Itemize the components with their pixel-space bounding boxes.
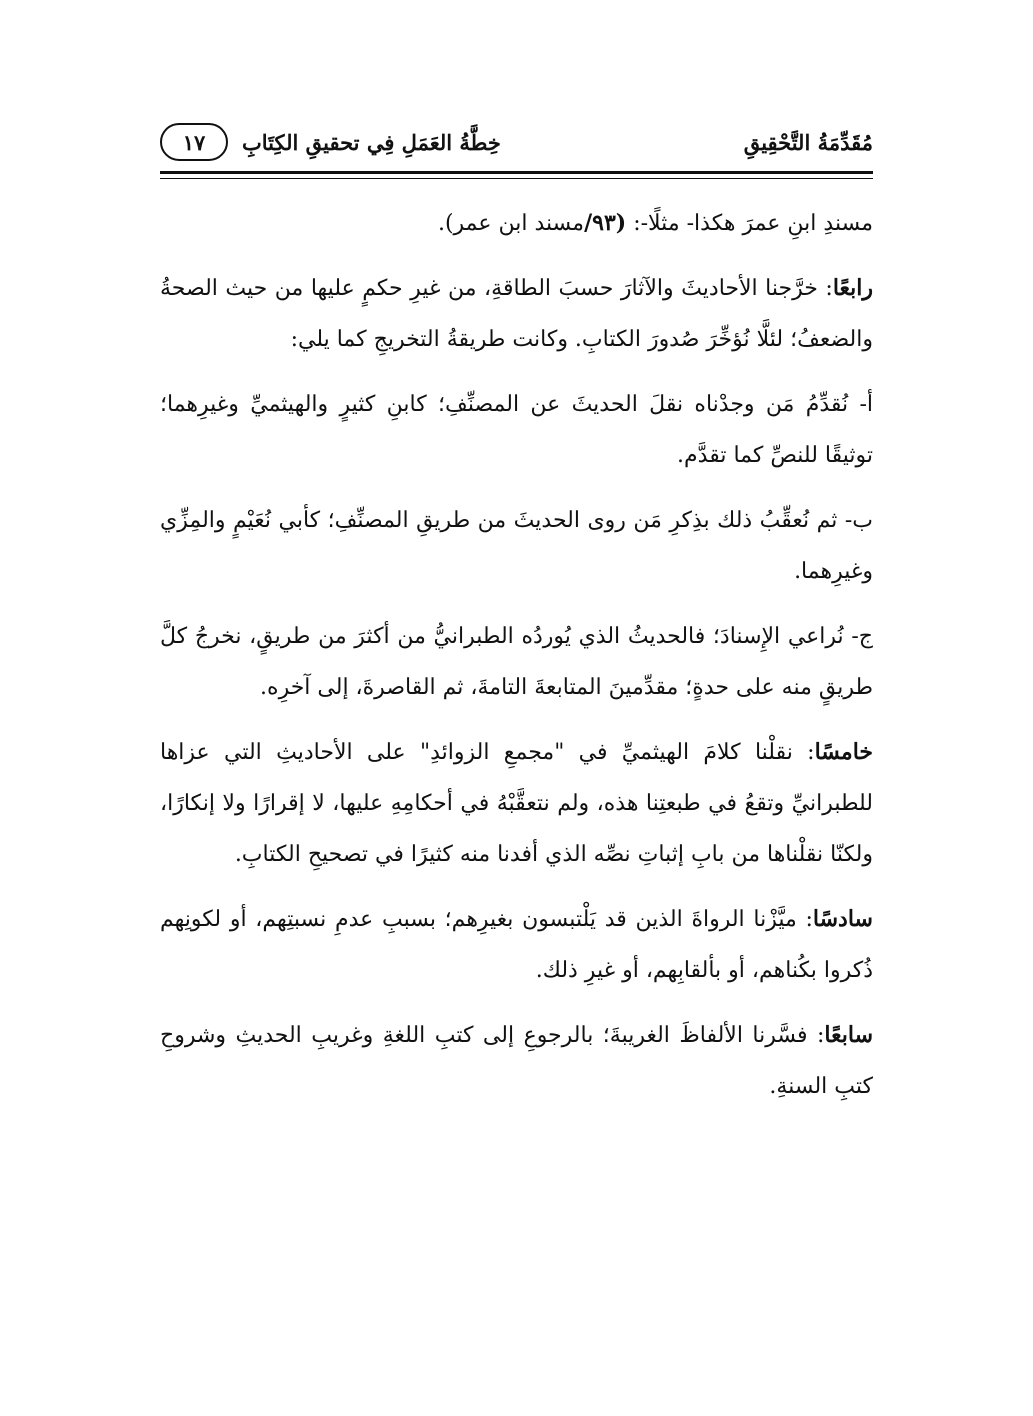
paragraph [160, 198, 873, 249]
paragraph-text: : فسَّرنا الألفاظَ الغريبةَ؛ بالرجوعِ إلى كتبِ اللغةِ وغريبِ الحديثِ وشروحِ كتبِ السنةِ. [160, 1023, 873, 1099]
paragraph-lead: رابعًا [832, 275, 873, 301]
header-chapter-title: خِطَّةُ العَمَلِ فِي تحقيقِ الكِتَابِ [242, 129, 501, 155]
header-chapter-group [160, 123, 501, 161]
paragraph [160, 263, 873, 365]
header-book-section: مُقَدِّمَةُ التَّحْقِيقِ [743, 129, 873, 155]
paragraph-text: : نقلْنا كلامَ الهيثميِّ في "مجمعِ الزوائدِ" على الأحاديثِ التي عزاها للطبرانيِّ وتقعُ في طبعتِنا هذه، ولم نتعقَّبْهُ في أحكامِهِ عليها، لا إقرارًا ولا إنكارًا، ولكنّا نقلْناها من بابِ إثباتِ نصِّه الذي أفدنا منه كثيرًا في تصحيحِ الكتابِ. [160, 740, 873, 867]
paragraph [160, 379, 873, 481]
header-rule-thin [160, 178, 873, 179]
reference-source: مسند ابن عمر). [437, 211, 585, 236]
reference-volume: (٩٣/ [584, 210, 627, 236]
page-number: ١٧ [160, 123, 228, 161]
paragraph-lead: سادسًا [812, 906, 873, 932]
running-header [160, 120, 873, 164]
header-rule-thick [160, 171, 873, 174]
paragraph-text: مسندِ ابنِ عمرَ هكذا- مثلًا-: [626, 211, 873, 236]
paragraph [160, 894, 873, 996]
body-text [160, 198, 873, 1126]
paragraph [160, 495, 873, 597]
paragraph-lead: سابعًا [824, 1022, 873, 1048]
paragraph-text: : ميَّزْنا الرواةَ الذين قد يَلْتبسون بغيرِهم؛ بسببِ عدمِ نسبتِهم، أو لكونِهم ذُكروا بكُناهم، أو بألقابِهم، أو غيرِ ذلك. [160, 907, 873, 983]
paragraph [160, 1010, 873, 1112]
paragraph-lead: خامسًا [814, 739, 873, 765]
paragraph-text: ج- نُراعي الإِسنادَ؛ فالحديثُ الذي يُوردُه الطبرانيُّ من أكثرَ من طريقٍ، نخرجُ كلَّ طريقٍ منه على حدةٍ؛ مقدِّمينَ المتابعةَ التامةَ، ثم القاصرةَ، إلى آخرِه. [160, 624, 873, 700]
paragraph-text: أ- نُقدِّمُ مَن وجدْناه نقلَ الحديثَ عن المصنِّفِ؛ كابنِ كثيرٍ والهيثميِّ وغيرِهما؛ توثيقًا للنصِّ كما تقدَّم. [160, 392, 873, 468]
paragraph-text: ب- ثم نُعقِّبُ ذلك بذِكرِ مَن روى الحديثَ من طريقِ المصنِّفِ؛ كأبي نُعَيْمٍ والمِزِّي وغيرِهما. [160, 508, 873, 584]
paragraph [160, 727, 873, 880]
paragraph [160, 611, 873, 713]
paragraph-text: : خرَّجنا الأحاديثَ والآثارَ حسبَ الطاقةِ، من غيرِ حكمٍ عليها من حيث الصحةُ والضعفُ؛ لئلَّا نُؤخِّرَ صُدورَ الكتابِ. وكانت طريقةُ التخريجِ كما يلي: [160, 276, 873, 352]
